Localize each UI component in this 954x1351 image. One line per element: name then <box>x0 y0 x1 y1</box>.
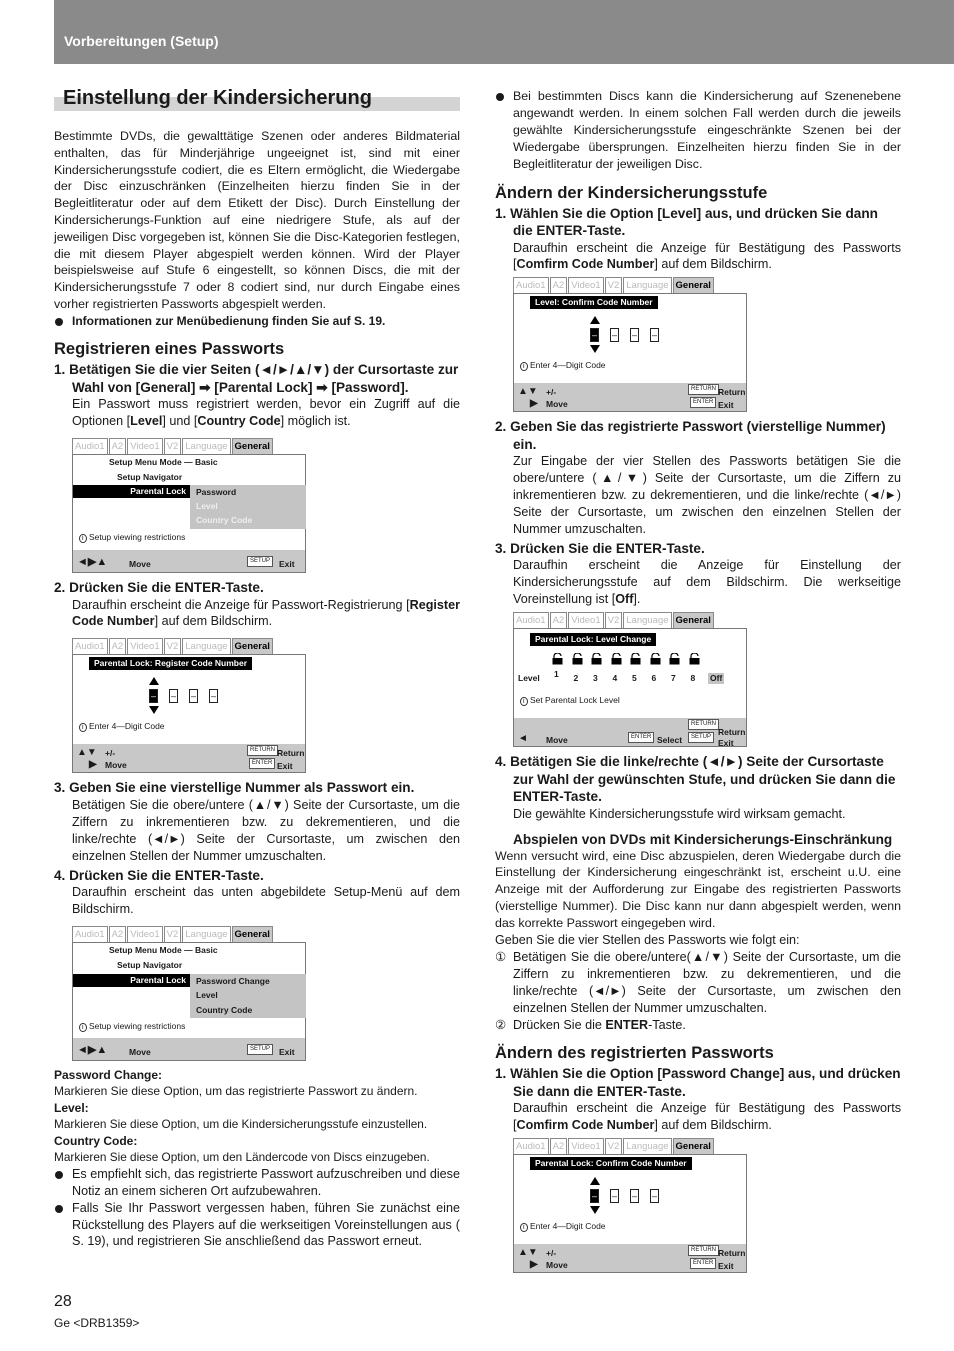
foot-exit: Exit <box>279 1046 295 1057</box>
tab-language: Language <box>182 926 230 942</box>
tab-bar <box>513 612 715 628</box>
step4-text: Daraufhin erscheint das unten abgebildete Setup-Menü auf dem Bildschirm. <box>72 885 460 916</box>
foot-plusminus: +/- <box>546 387 557 398</box>
c-step4: 4. Betätigen Sie die linke/rechte (◄/►) Seite der Cursortaste zur Wahl der gewünschten Stufe, und drücken Sie dann die ENTER-Taste. <box>495 754 896 805</box>
lock-icon <box>689 653 700 665</box>
step3: 3. Geben Sie eine vierstellige Nummer als Passwort ein. <box>54 780 415 796</box>
tab-v2: V2 <box>605 277 623 293</box>
enter-key: ENTER <box>690 1258 716 1269</box>
return-key: RETURN <box>247 745 278 756</box>
menu-password: Password <box>196 487 237 498</box>
tab-bar <box>513 1138 715 1154</box>
heading-change-password: Ändern des registrierten Passworts <box>495 1044 774 1063</box>
menu-mode: Setup Menu Mode — Basic <box>109 457 218 468</box>
foot-move: Move <box>105 760 127 771</box>
playback-text2: Geben Sie die vier Stellen des Passworts wie folgt ein: <box>495 933 800 948</box>
updown-icon: ▲▼ <box>77 747 97 759</box>
c-step3: 3. Drücken Sie die ENTER-Taste. <box>495 540 705 556</box>
info-line: i Set Parental Lock Level <box>520 695 620 707</box>
foot-move: Move <box>129 559 151 570</box>
page-number: 28 <box>54 1293 72 1310</box>
setup-key: SETUP <box>247 1044 273 1055</box>
bullet-1: Es empfiehlt sich, das registrierte Passwort aufzuschreiben und diese Notiz an einem sicheren Ort aufzubewahren. <box>54 1166 460 1200</box>
tab-bar <box>72 926 274 942</box>
p-step1-text: Daraufhin erscheint die Anzeige für Bestätigung des Passworts [Comfirm Code Number] auf dem Bildschirm. <box>513 1101 901 1133</box>
tab-bar <box>72 638 274 654</box>
digit-2: – <box>611 1191 617 1202</box>
tab-video1: Video1 <box>127 638 162 654</box>
menu-navigator: Setup Navigator <box>117 472 183 483</box>
menu-level: Level <box>196 989 218 1000</box>
arrows-icon: ◄▶▲ <box>77 1043 108 1056</box>
footer-bar <box>514 718 746 749</box>
left-column <box>54 86 460 1250</box>
c-step1-text: Daraufhin erscheint die Anzeige für Bestätigung des Passworts [Comfirm Code Number] auf dem Bildschirm. <box>513 240 901 272</box>
intro-text: Bestimmte DVDs, die gewalttätige Szenen oder anderes Bildmaterial enthalten, das für Minderjährige ungeeignet ist, sind mit einer Kindersicherungsstufe codiert, die es Eltern ermöglicht, die Wiedergabe der Disc einzuschränken (Einzelheiten hierzu finden Sie in der Begleitliteratur oder auf dem Etikett der Disc). Durch Einstellung der Kindersicherungs-Funktion auf eine niedrigere Stufe, als auf der jeweiligen Disc vorgegeben ist, können Sie die Disc-Kategorien festlegen, die mit diesem Player abgespielt werden können. Wird der Player beispielsweise auf Stufe 6 eingestellt, so können Discs, die mit der Kindersicherungsstufe 7 oder 8 codiert sind, nur durch Eingabe eines vorher registrierten Passworts abgespielt werden. <box>54 129 460 311</box>
step1-text: Ein Passwort muss registriert werden, bevor ein Zugriff auf die Optionen [Level] und [Country Code] möglich ist. <box>72 397 460 429</box>
menu-country: Country Code <box>196 515 253 526</box>
foot-exit: Exit <box>718 738 734 749</box>
tab-audio1: Audio1 <box>72 926 108 942</box>
lock-icon <box>572 653 583 665</box>
tab-a2: A2 <box>109 926 127 942</box>
step1: 1. Betätigen Sie die vier Seiten (◄/►/▲/▼) der Cursortaste zur Wahl von [General] ➡ [Parental Lock] ➡ [Password]. <box>54 362 459 395</box>
c-step1: 1. Wählen Sie die Option [Level] aus, und drücken Sie dann die ENTER-Taste. <box>495 205 878 239</box>
digit-1: – <box>591 330 597 341</box>
level-number: 5 <box>632 673 637 684</box>
menu-parental: Parental Lock <box>73 974 190 987</box>
digit-1: – <box>591 1191 597 1202</box>
heading-change-level: Ändern der Kindersicherungsstufe <box>495 183 768 202</box>
lock-icon <box>591 653 602 665</box>
tab-v2: V2 <box>605 612 623 628</box>
header-bar <box>54 0 954 64</box>
tab-language: Language <box>182 638 230 654</box>
bullet-2: Falls Sie Ihr Passwort vergessen haben, führen Sie zunächst eine Rückstellung des Players auf die werkseitigen Voreinstellungen aus ( S. 19), und registrieren Sie anschließend das Passwort erneut. <box>54 1200 460 1251</box>
digit-4: – <box>210 691 216 702</box>
screen-box <box>513 1154 747 1273</box>
updown-icon: ▲▼ <box>518 1247 538 1259</box>
digit-1: – <box>150 691 156 702</box>
foot-plusminus: +/- <box>105 748 116 759</box>
screen-setup-menu <box>72 926 306 1061</box>
heading-playback: Abspielen von DVDs mit Kindersicherungs-Einschränkung <box>513 831 893 847</box>
pc-label: Password Change: <box>54 1067 163 1082</box>
lock-icon <box>611 653 622 665</box>
info-line: i Enter 4—Digit Code <box>520 1221 606 1233</box>
note-2: ② Drücken Sie die ENTER-Taste. <box>495 1017 686 1032</box>
down-arrow-icon <box>590 1206 600 1214</box>
footer-bar <box>73 744 305 772</box>
level-number: 6 <box>651 673 657 684</box>
tab-v2: V2 <box>164 926 182 942</box>
heading-register: Registrieren eines Passworts <box>54 340 285 359</box>
tab-audio1: Audio1 <box>513 612 549 628</box>
playback-text: Wenn versucht wird, eine Disc abzuspielen, deren Wiedergabe durch die Einstellung der Kindersicherung eingeschränkt ist, erscheint u.U. eine Anzeige mit der Aufforderung zur Eingabe des registrierten Passworts (vierstellige Nummer). Die Disc kann nur dann abgespielt werden, wenn das korrekte Passwort eingegeben wird. <box>495 848 901 931</box>
menu-parental: Parental Lock <box>73 485 190 498</box>
level-number: 4 <box>612 673 618 684</box>
digit-2: – <box>170 691 176 702</box>
info-line: i Enter 4—Digit Code <box>79 721 165 733</box>
level-number: 7 <box>671 673 676 684</box>
tab-general: General <box>673 612 714 628</box>
level-number: 8 <box>690 673 696 684</box>
digit-3: – <box>631 330 637 341</box>
c-step3-text: Daraufhin erscheint die Anzeige für Einstellung der Kindersicherungsstufe auf dem Bildschirm. Die werkseitige Voreinstellung ist [Off]. <box>513 558 901 607</box>
updown-icon: ▲▼ <box>518 386 538 398</box>
foot-plusminus: +/- <box>546 1248 557 1259</box>
return-key: RETURN <box>688 719 719 730</box>
pc-text: Markieren Sie diese Option, um das registrierte Passwort zu ändern. <box>54 1084 418 1099</box>
footer-bar <box>73 1038 305 1060</box>
screen-box <box>72 454 306 573</box>
setup-key: SETUP <box>688 732 714 743</box>
c-step2-text: Zur Eingabe der vier Stellen des Passworts betätigen Sie die obere/untere (▲/▼) Seite der Cursortaste, um die Ziffern zu inkrementieren bzw. zu dekrementieren, und die linke/rechte (◄/►) Seite der Cursortaste, um zwischen den einzelnen Stellen der Nummer umzuschalten. <box>513 454 901 536</box>
tab-language: Language <box>623 277 671 293</box>
foot-move: Move <box>129 1046 151 1057</box>
tab-a2: A2 <box>550 612 568 628</box>
screen-box <box>513 293 747 412</box>
right-icon: ▶ <box>530 398 538 410</box>
page-title: Einstellung der Kindersicherung <box>63 87 372 109</box>
level-label: Level <box>518 673 540 684</box>
up-arrow-icon <box>590 316 600 324</box>
right-column <box>495 88 901 1279</box>
level-number: 2 <box>573 673 579 684</box>
tab-video1: Video1 <box>568 277 603 293</box>
footer-bar <box>514 383 746 411</box>
tab-video1: Video1 <box>568 1138 603 1154</box>
tab-audio1: Audio1 <box>72 438 108 454</box>
level-number: 3 <box>593 673 598 684</box>
c-step2: 2. Geben Sie das registrierte Passwort (vierstellige Nummer) ein. <box>495 419 886 452</box>
foot-select: Select <box>657 735 683 746</box>
tab-audio1: Audio1 <box>72 638 108 654</box>
menu-level: Level <box>196 501 218 512</box>
screen-box <box>72 942 306 1061</box>
p-step1: 1. Wählen Sie die Option [Password Change] aus, und drücken Sie dann die ENTER-Taste. <box>495 1066 901 1099</box>
lock-icon <box>552 653 563 665</box>
screen-level-change <box>513 612 747 747</box>
c-step4-text: Die gewählte Kindersicherungsstufe wird wirksam gemacht. <box>513 806 846 821</box>
tab-language: Language <box>623 612 671 628</box>
tab-a2: A2 <box>109 638 127 654</box>
setup-key: SETUP <box>247 556 273 567</box>
left-icon: ◄ <box>518 733 528 745</box>
digit-2: – <box>611 330 617 341</box>
level-title: Parental Lock: Level Change <box>530 633 656 646</box>
info-line: i Enter 4—Digit Code <box>520 360 606 372</box>
tab-general: General <box>232 638 273 654</box>
tab-audio1: Audio1 <box>513 277 549 293</box>
digit-3: – <box>190 691 196 702</box>
arrows-icon: ◄▶▲ <box>77 556 108 569</box>
tab-language: Language <box>182 438 230 454</box>
lock-icon <box>669 653 680 665</box>
digit-4: – <box>651 330 657 341</box>
info-line: i Setup viewing restrictions <box>79 532 185 544</box>
screen-box <box>72 654 306 773</box>
down-arrow-icon <box>590 345 600 353</box>
screen-register <box>72 638 306 773</box>
tab-v2: V2 <box>605 1138 623 1154</box>
foot-exit: Exit <box>718 400 734 411</box>
doc-code: Ge <DRB1359> <box>54 1316 140 1330</box>
digit-3: – <box>631 1191 637 1202</box>
menu-password-change: Password Change <box>196 975 270 986</box>
lock-icon <box>650 653 661 665</box>
level-label: Level: <box>54 1100 89 1115</box>
digit-4: – <box>651 1191 657 1202</box>
step4: 4. Drücken Sie die ENTER-Taste. <box>54 867 264 883</box>
tab-v2: V2 <box>164 438 182 454</box>
tab-general: General <box>673 277 714 293</box>
tab-video1: Video1 <box>568 612 603 628</box>
foot-exit: Exit <box>279 559 295 570</box>
step3-text: Betätigen Sie die obere/untere (▲/▼) Seite der Cursortaste, um die Ziffern zu inkrementieren bzw. zu dekrementieren, und die linke/rechte (◄/►) Seite der Cursortaste, um zwischen den einzelnen Stellen der Nummer umzuschalten. <box>72 797 460 863</box>
down-arrow-icon <box>149 706 159 714</box>
tab-video1: Video1 <box>127 438 162 454</box>
up-arrow-icon <box>590 1177 600 1185</box>
foot-move: Move <box>546 399 568 410</box>
up-arrow-icon <box>149 677 159 685</box>
menu-mode: Setup Menu Mode — Basic <box>109 944 218 955</box>
foot-exit: Exit <box>718 1261 734 1272</box>
tab-a2: A2 <box>550 277 568 293</box>
tab-bar <box>513 277 715 293</box>
info-line: i Setup viewing restrictions <box>79 1021 185 1033</box>
foot-exit: Exit <box>277 761 293 772</box>
tab-general: General <box>232 438 273 454</box>
menu-country: Country Code <box>196 1004 253 1015</box>
enter-key: ENTER <box>690 397 716 408</box>
tab-general: General <box>673 1138 714 1154</box>
intro-bullet: Informationen zur Menübedienung finden Sie auf S. 19. <box>54 313 460 330</box>
screen-confirm-level <box>513 277 747 412</box>
confirm-title: Parental Lock: Confirm Code Number <box>530 1157 692 1170</box>
screen-setup-password <box>72 438 306 573</box>
enter-key: ENTER <box>249 758 275 769</box>
tab-video1: Video1 <box>127 926 162 942</box>
bullet-scene: Bei bestimmten Discs kann die Kindersicherung auf Szenenebene angewandt werden. In einem solchen Fall werden durch die jeweils gewählte Kindersicherungsstufe eingeschränkte Szenen bei der Wiedergabe übersprungen. Einzelheiten hierzu finden Sie in der Begleitliteratur der jeweiligen Disc. <box>495 88 901 173</box>
tab-audio1: Audio1 <box>513 1138 549 1154</box>
level-off: Off <box>710 673 723 684</box>
foot-move: Move <box>546 1260 568 1271</box>
step2-text: Daraufhin erscheint die Anzeige für Passwort-Registrierung [Register Code Number] auf dem Bildschirm. <box>72 597 460 629</box>
tab-bar <box>72 438 274 454</box>
tab-general: General <box>232 926 273 942</box>
foot-return: Return <box>718 387 746 398</box>
foot-return: Return <box>718 727 746 738</box>
screen-confirm-password <box>513 1138 747 1273</box>
tab-language: Language <box>623 1138 671 1154</box>
level-number: 1 <box>554 669 559 680</box>
title-block <box>54 86 460 112</box>
level-text: Markieren Sie diese Option, um die Kindersicherungsstufe einzustellen. <box>54 1117 428 1132</box>
cc-label: Country Code: <box>54 1133 138 1148</box>
tab-v2: V2 <box>164 638 182 654</box>
lock-icon <box>630 653 641 665</box>
right-icon: ▶ <box>89 759 97 771</box>
note-1: ① Betätigen Sie die obere/untere(▲/▼) Seite der Cursortaste, um die Ziffern zu inkrementieren bzw. zu dekrementieren, und die linke/rechte (◄/►) Seite der Cursortaste, um zwischen den einzelnen Stellen der Nummer umzuschalten. <box>495 949 901 1015</box>
footer-bar <box>514 1244 746 1272</box>
foot-return: Return <box>718 1248 746 1259</box>
confirm-title: Level: Confirm Code Number <box>530 296 658 309</box>
cc-text: Markieren Sie diese Option, um den Ländercode von Discs einzugeben. <box>54 1150 430 1165</box>
section-title: Vorbereitungen (Setup) <box>64 33 219 49</box>
menu-navigator: Setup Navigator <box>117 959 183 970</box>
screen-box <box>513 628 747 747</box>
foot-move: Move <box>546 735 568 746</box>
tab-a2: A2 <box>550 1138 568 1154</box>
footer-bar <box>73 550 305 572</box>
tab-a2: A2 <box>109 438 127 454</box>
right-icon: ▶ <box>530 1259 538 1271</box>
step2: 2. Drücken Sie die ENTER-Taste. <box>54 580 264 596</box>
return-key: RETURN <box>688 1245 719 1256</box>
register-title: Parental Lock: Register Code Number <box>89 657 252 670</box>
foot-return: Return <box>277 748 305 759</box>
enter-key: ENTER <box>628 732 654 743</box>
return-key: RETURN <box>688 384 719 395</box>
